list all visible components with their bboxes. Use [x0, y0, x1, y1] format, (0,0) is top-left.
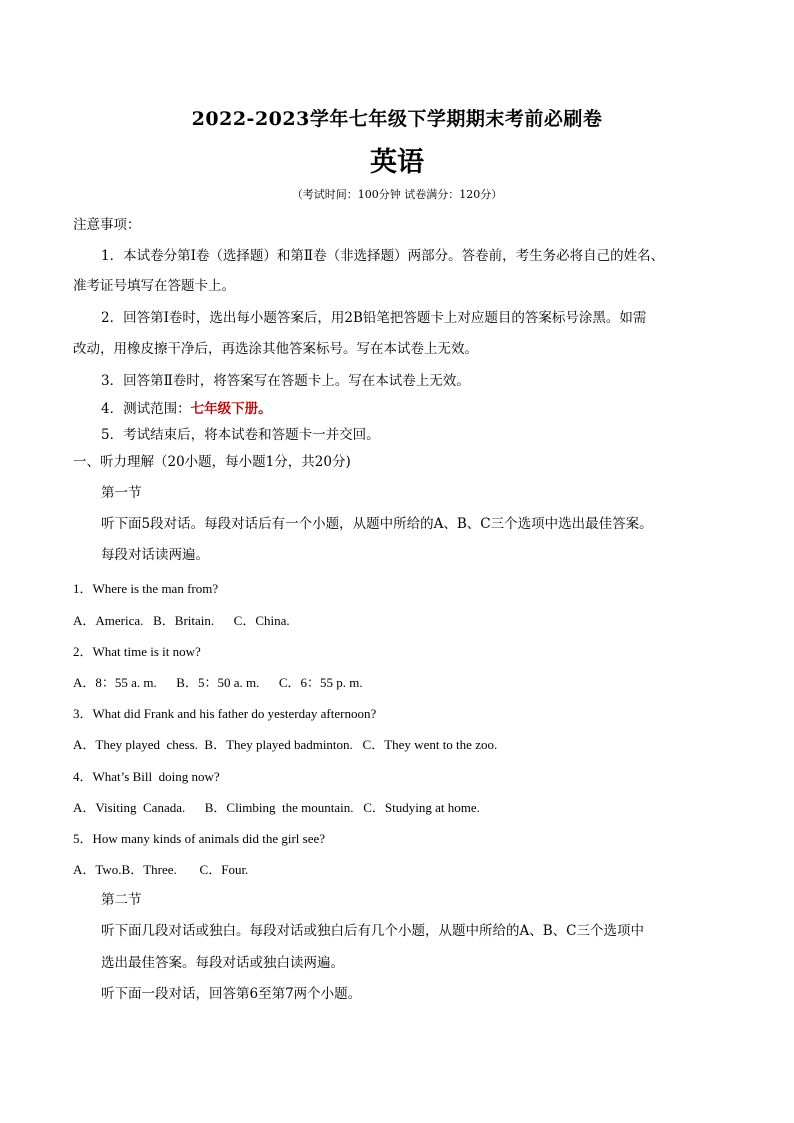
part-2-title: 第二节: [101, 892, 142, 908]
page-title: 2022-2023学年七年级下学期期末考前必刷卷: [191, 108, 603, 130]
note-item-2-line-1: 2．回答第Ⅰ卷时，选出每小题答案后，用2B铅笔把答题卡上对应题目的答案标号涂黑。如需: [101, 310, 647, 326]
test-range: 七年级下册。: [190, 401, 272, 417]
question-5: 5．How many kinds of animals did the girl see?: [73, 831, 326, 846]
part-1-instruction-line-2: 每段对话读两遍。: [101, 547, 209, 563]
notes-heading: 注意事项：: [73, 217, 141, 233]
part-1-title: 第一节: [101, 485, 142, 501]
question-2-options: A．8：55 a. m. B．5：50 a. m. C．6：55 p. m.: [73, 675, 363, 690]
note-item-1-line-2: 准考证号填写在答题卡上。: [73, 278, 235, 294]
question-5-options: A．Two.B．Three. C．Four.: [73, 862, 249, 877]
question-3: 3．What did Frank and his father do yesterday afternoon?: [73, 706, 377, 721]
note-item-4: [101, 399, 272, 420]
part-2-instruction-line-3: 听下面一段对话，回答第6至第7两个小题。: [101, 986, 362, 1002]
note-item-1-line-1: 1．本试卷分第Ⅰ卷（选择题）和第Ⅱ卷（非选择题）两部分。答卷前，考生务必将自己的姓名、: [101, 248, 665, 264]
question-2: 2．What time is it now?: [73, 644, 201, 659]
part-2-instruction-line-2: 选出最佳答案。每段对话或独白读两遍。: [101, 955, 344, 971]
subject-title: 英语: [370, 147, 424, 178]
exam-info: （考试时间：100分钟 试卷满分：120分）: [291, 188, 503, 201]
question-1: 1．Where is the man from?: [73, 581, 219, 596]
question-4-options: A．Visiting Canada. B．Climbing the mountain. C．Studying at home.: [73, 800, 480, 815]
question-1-options: A．America. B．Britain. C．China.: [73, 613, 290, 628]
question-3-options: A．They played chess. B．They played badminton. C．They went to the zoo.: [73, 737, 498, 752]
note-item-3: 3．回答第Ⅱ卷时，将答案写在答题卡上。写在本试卷上无效。: [101, 373, 470, 389]
part-2-instruction-line-1: 听下面几段对话或独白。每段对话或独白后有几个小题，从题中所给的A、B、C三个选项中: [101, 923, 644, 939]
note-item-4-prefix: 4．测试范围：: [101, 401, 191, 417]
question-4: 4．What’s Bill doing now?: [73, 769, 220, 784]
note-item-5: 5．考试结束后，将本试卷和答题卡一并交回。: [101, 427, 380, 443]
section-1-heading: 一、听力理解（20小题，每小题1分，共20分): [73, 454, 351, 470]
part-1-instruction-line-1: 听下面5段对话。每段对话后有一个小题，从题中所给的A、B、C三个选项中选出最佳答案。: [101, 516, 653, 532]
note-item-2-line-2: 改动，用橡皮擦干净后，再选涂其他答案标号。写在本试卷上无效。: [73, 341, 478, 357]
